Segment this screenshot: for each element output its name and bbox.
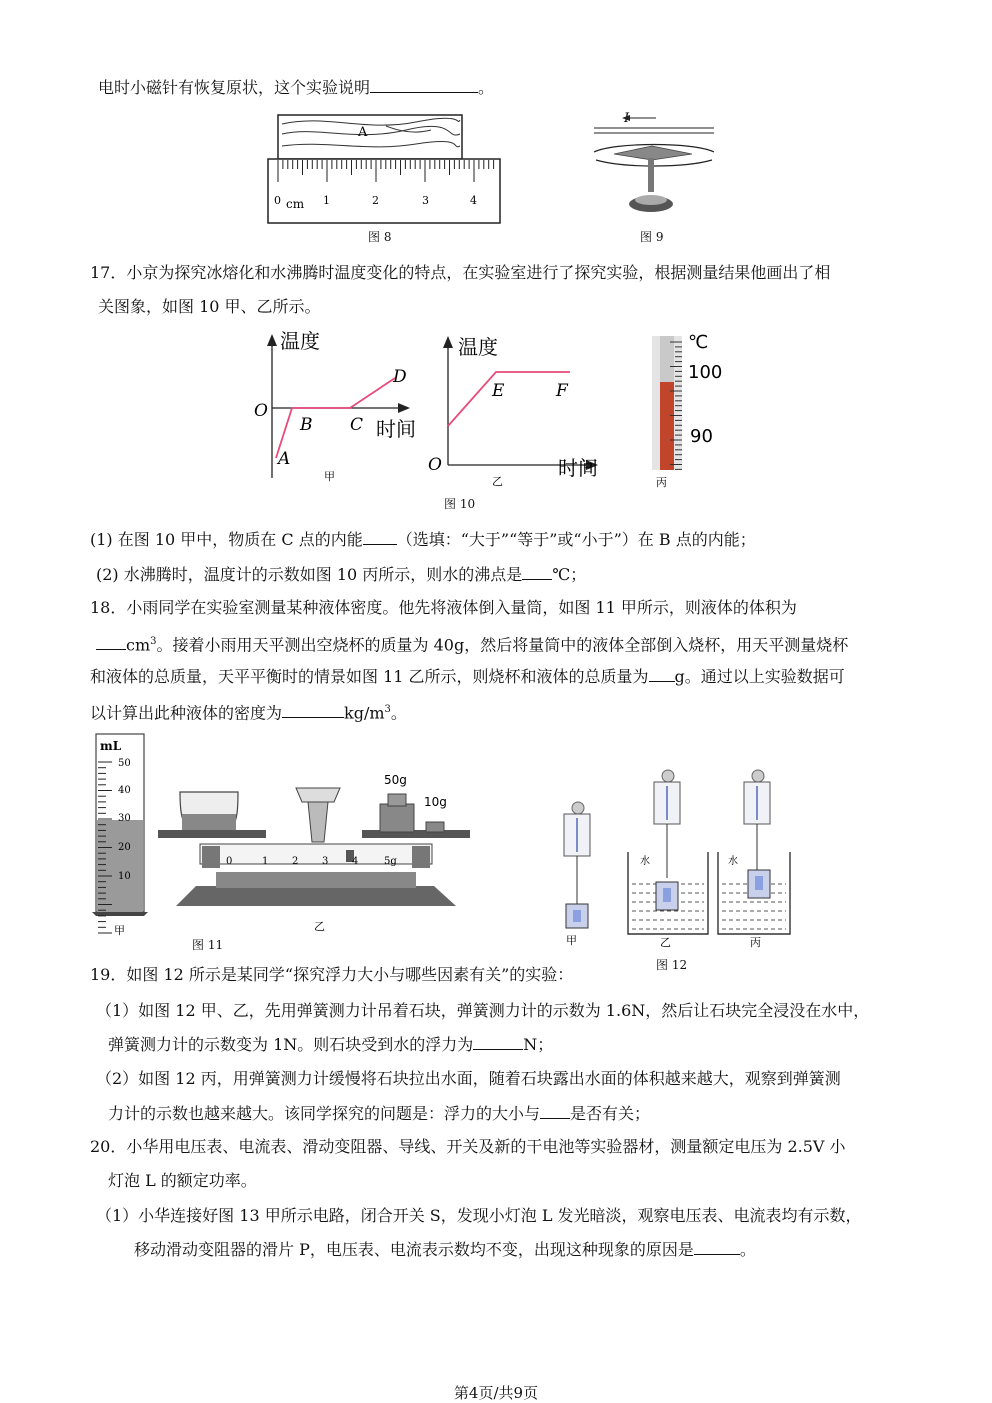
unit-cm: cm: [286, 197, 305, 211]
q19-s1-l2: 弹簧测力计的示数变为 1N。则石块受到水的浮力为 N；: [108, 1035, 554, 1054]
graph-yi: [428, 330, 608, 490]
q20-line2: 灯泡 L 的额定功率。: [108, 1171, 257, 1190]
answer-blank[interactable]: [96, 633, 126, 650]
point-E: E: [492, 381, 505, 401]
thermometer-bing: [648, 332, 728, 492]
figure-8-ruler: [266, 112, 506, 230]
q19-s2-l1: （2）如图 12 丙，用弹簧测力计缓慢将石块拉出水面，随着石块露出水面的体积越来越大，观察到弹簧测: [96, 1069, 841, 1088]
fig11-caption: 图 11: [192, 938, 224, 952]
cyl-name: 甲: [114, 924, 125, 937]
fig8-caption: 图 8: [368, 230, 392, 244]
mark-40: 40: [118, 785, 131, 796]
fig12-caption: 图 12: [656, 958, 688, 972]
scale-0: 0: [226, 856, 233, 867]
scale-1: 1: [262, 856, 269, 867]
mark-10: 10: [118, 871, 131, 882]
fig9-caption: 图 9: [640, 230, 664, 244]
tick-3: 3: [422, 194, 429, 207]
graph-jia: [250, 328, 420, 488]
q20-s1-l2: 移动滑动变阻器的滑片 P，电压表、电流表示数均不变，出现这种现象的原因是 。: [134, 1240, 756, 1259]
weight-10g: 10g: [424, 795, 447, 809]
answer-blank[interactable]: [522, 563, 552, 580]
mark-30: 30: [118, 813, 131, 824]
thermo-name: 丙: [656, 476, 667, 489]
water-label: 水: [640, 856, 650, 867]
answer-blank[interactable]: [282, 701, 344, 718]
q16-continuation: 电时小磁针有恢复原状，这个实验说明 。: [98, 78, 495, 97]
q17-line1: 17．小京为探究冰熔化和水沸腾时温度变化的特点，在实验室进行了探究实验，根据测量结果他画出了相: [90, 263, 831, 282]
water-label: 水: [728, 856, 738, 867]
unit: ℃: [688, 332, 709, 353]
figure-12-buoyancy: [546, 766, 796, 948]
fig10-caption: 图 10: [444, 497, 476, 511]
q18-line1: 18．小雨同学在实验室测量某种液体密度。他先将液体倒入量筒，如图 11 甲所示，则液体的体积为: [90, 598, 797, 617]
q17-sub1: (1) 在图 10 甲中，物质在 C 点的内能 （选填：“大于”“等于”或“小于”）在 B 点的内能；: [90, 530, 756, 549]
q19-s1-l1: （1）如图 12 甲、乙，先用弹簧测力计吊着石块，弹簧测力计的示数为 1.6N，然后让石块完全浸没在水中，: [96, 1001, 870, 1020]
q18-line4: 以计算出此种液体的密度为 $kg/m^3$。: [90, 703, 407, 723]
graph-name: 甲: [324, 470, 335, 483]
graduated-cylinder: [88, 730, 158, 940]
origin-O: O: [428, 455, 442, 475]
mark-50: 50: [118, 758, 131, 769]
q20-s1-l1: （1）小华连接好图 13 甲所示电路，闭合开关 S，发现小灯泡 L 发光暗淡，观察电压表、电流表均有示数，: [96, 1206, 862, 1225]
answer-blank[interactable]: [694, 1238, 740, 1255]
q18-line3: 和液体的总质量，天平平衡时的情景如图 11 乙所示，则烧杯和液体的总质量为 g。通过以上实验数据可: [90, 667, 845, 686]
point-D: D: [393, 367, 407, 387]
point-C: C: [350, 415, 364, 435]
scale-5g: 5g: [384, 856, 397, 867]
answer-blank[interactable]: [473, 1033, 523, 1050]
answer-blank[interactable]: [540, 1102, 570, 1119]
name-jia: 甲: [566, 934, 577, 947]
q19-line1: 19．如图 12 所示是某同学“探究浮力大小与哪些因素有关”的实验：: [90, 965, 574, 984]
balance-name: 乙: [314, 920, 325, 933]
tick-1: 1: [323, 194, 330, 207]
mark-100: 100: [688, 362, 723, 383]
point-F: F: [556, 381, 568, 401]
page-footer: 第4页/共9页: [453, 1384, 539, 1402]
ylabel: 温度: [280, 329, 320, 353]
figure-9-compass: [584, 108, 724, 220]
ylabel: 温度: [458, 335, 498, 359]
point-B: B: [300, 415, 313, 435]
mark-90: 90: [690, 426, 713, 447]
name-bing: 丙: [750, 936, 761, 948]
tick-4: 4: [470, 194, 477, 207]
point-A: A: [278, 449, 291, 469]
answer-blank[interactable]: [649, 665, 675, 682]
scale-4: 4: [352, 856, 359, 867]
tick-2: 2: [372, 194, 379, 207]
balance-scale: [156, 768, 476, 938]
graph-name: 乙: [492, 475, 503, 488]
name-yi: 乙: [660, 936, 671, 948]
answer-blank[interactable]: [370, 76, 478, 93]
xlabel: 时间: [376, 417, 416, 441]
weight-50g: 50g: [384, 773, 407, 787]
xlabel: 时间: [558, 456, 598, 480]
q19-s2-l2: 力计的示数也越来越大。该同学探究的问题是：浮力的大小与 是否有关；: [108, 1104, 651, 1123]
mark-20: 20: [118, 842, 131, 853]
block-label: A: [358, 125, 368, 140]
origin-O: O: [254, 401, 268, 421]
q17-sub2: (2) 水沸腾时，温度计的示数如图 10 丙所示，则水的沸点是 ℃；: [96, 565, 587, 584]
q17-line2: 关图象，如图 10 甲、乙所示。: [98, 297, 321, 316]
scale-3: 3: [322, 856, 329, 867]
answer-blank[interactable]: [363, 528, 397, 545]
q20-line1: 20．小华用电压表、电流表、滑动变阻器、导线、开关及新的干电池等实验器材，测量额定电压为 2.5V 小: [90, 1137, 846, 1156]
scale-2: 2: [292, 856, 299, 867]
tick-0: 0: [274, 194, 281, 207]
q18-line2: $cm^3$。接着小雨用天平测出空烧杯的质量为 40g，然后将量筒中的液体全部倒入烧杯，用天平测量烧杯: [96, 631, 848, 656]
unit: mL: [100, 739, 122, 753]
